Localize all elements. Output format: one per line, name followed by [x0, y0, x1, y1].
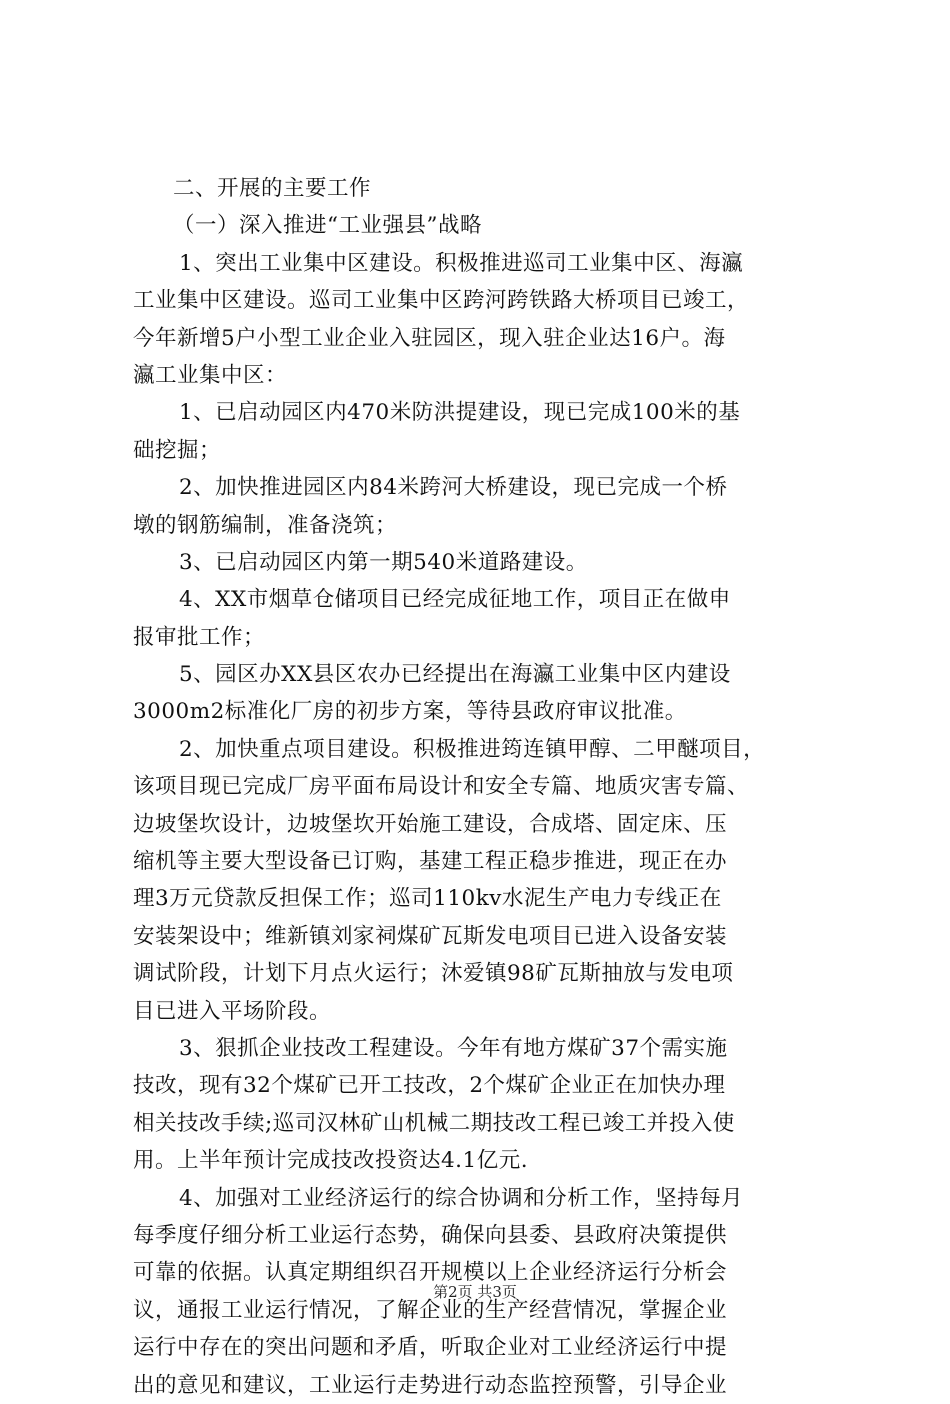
text-line: 边坡堡坎设计，边坡堡坎开始施工建设，合成塔、固定床、压 — [133, 811, 728, 837]
text-line: 1、突出工业集中区建设。积极推进巡司工业集中区、海瀛 — [179, 250, 744, 276]
text-line: 该项目现已完成厂房平面布局设计和安全专篇、地质灾害专篇、 — [133, 774, 750, 800]
text-line: 今年新增5户小型工业企业入驻园区，现入驻企业达16户。海 — [133, 325, 726, 351]
text-line: 安装架设中；维新镇刘家祠煤矿瓦斯发电项目已进入设备安装 — [133, 923, 728, 949]
text-line: 每季度仔细分析工业运行态势，确保向县委、县政府决策提供 — [133, 1222, 728, 1248]
text-line: 议，通报工业运行情况，了解企业的生产经营情况，掌握企业 — [133, 1297, 728, 1323]
document-body — [133, 170, 833, 1404]
text-line: 1、已启动园区内470米防洪提建设，现已完成100米的基 — [179, 400, 741, 426]
text-line: 墩的钢筋编制，准备浇筑； — [133, 512, 398, 538]
text-line: 瀛工业集中区： — [133, 362, 288, 388]
text-line: 3、已启动园区内第一期540米道路建设。 — [179, 549, 588, 575]
text-line: 理3万元贷款反担保工作；巡司110kv水泥生产电力专线正在 — [133, 886, 722, 912]
page-footer: 第2页 共3页 — [433, 1283, 517, 1301]
text-line: （一）深入推进“工业强县”战略 — [173, 213, 482, 239]
text-line: 3000m2标准化厂房的初步方案，等待县政府审议批准。 — [133, 699, 687, 725]
text-line: 2、加快重点项目建设。积极推进筠连镇甲醇、二甲醚项目， — [179, 736, 766, 762]
text-line: 础挖掘； — [133, 437, 222, 463]
text-line: 工业集中区建设。巡司工业集中区跨河跨铁路大桥项目已竣工， — [133, 288, 750, 314]
text-line: 缩机等主要大型设备已订购，基建工程正稳步推进，现正在办 — [133, 849, 728, 875]
text-line: 调试阶段，计划下月点火运行；沐爱镇98矿瓦斯抽放与发电项 — [133, 961, 734, 987]
text-line: 5、园区办XX县区农办已经提出在海瀛工业集中区内建设 — [179, 662, 731, 688]
text-line: 可靠的依据。认真定期组织召开规模以上企业经济运行分析会 — [133, 1260, 728, 1286]
text-line: 4、加强对工业经济运行的综合协调和分析工作，坚持每月 — [179, 1185, 744, 1211]
text-line: 目已进入平场阶段。 — [133, 998, 332, 1024]
text-line: 运行中存在的突出问题和矛盾，听取企业对工业经济运行中提 — [133, 1335, 728, 1361]
text-line: 技改，现有32个煤矿已开工技改，2个煤矿企业正在加快办理 — [133, 1073, 726, 1099]
text-line: 3、狠抓企业技改工程建设。今年有地方煤矿37个需实施 — [179, 1035, 728, 1061]
text-line: 二、开展的主要工作 — [173, 176, 372, 201]
text-line: 2、加快推进园区内84米跨河大桥建设，现已完成一个桥 — [179, 475, 728, 501]
text-line: 相关技改手续;巡司汉林矿山机械二期技改工程已竣工并投入使 — [133, 1110, 735, 1136]
text-line: 报审批工作； — [133, 624, 266, 650]
text-line: 用。上半年预计完成技改投资达4.1亿元. — [133, 1148, 529, 1174]
text-line: 出的意见和建议，工业运行走势进行动态监控预警，引导企业 — [133, 1372, 728, 1398]
text-line: 4、XX市烟草仓储项目已经完成征地工作，项目正在做申 — [179, 587, 731, 613]
